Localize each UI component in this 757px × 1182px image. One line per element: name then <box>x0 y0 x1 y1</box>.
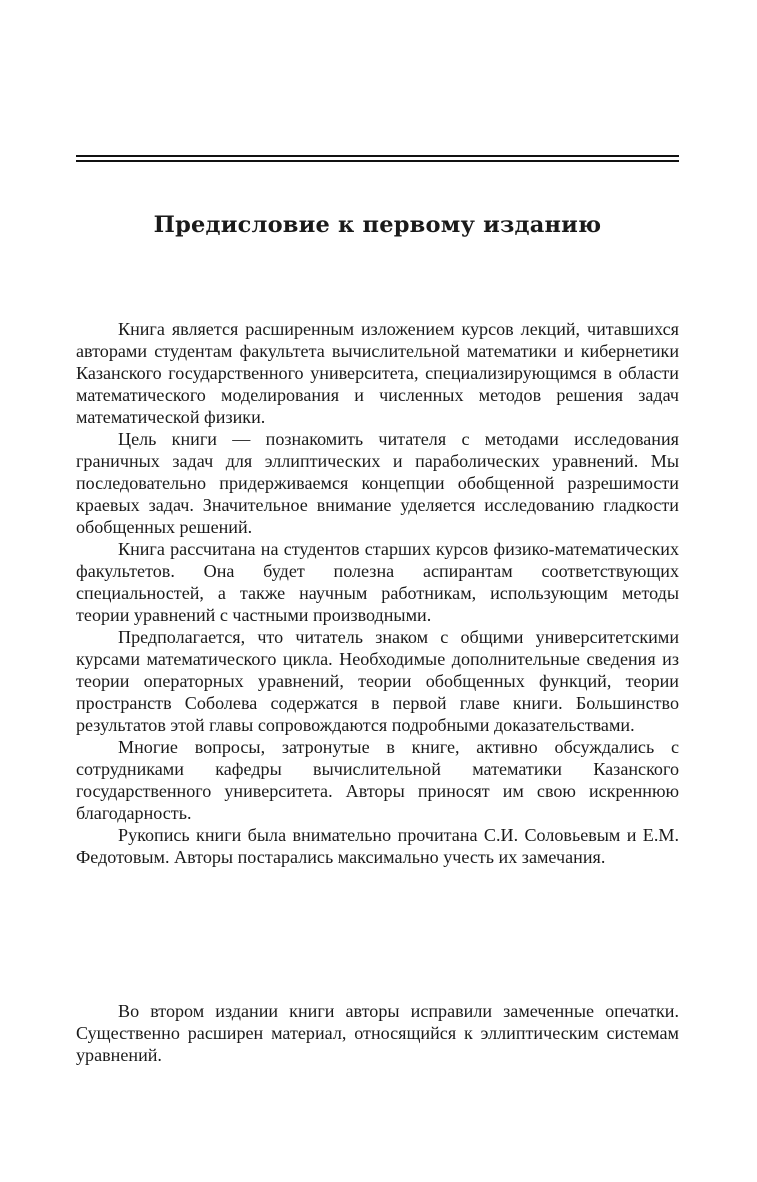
preface-body <box>76 318 679 868</box>
preface-paragraph: Книга рассчитана на студентов старших курсов физико-математических факультетов. Она будет полезна аспирантам соответствующих специальностей, а также научным работникам, использующим методы теории уравнений с частными производными. <box>76 539 679 625</box>
header-double-rule <box>76 155 679 162</box>
header-rule-bottom <box>76 160 679 162</box>
header-rule-top <box>76 155 679 157</box>
preface-paragraph: Книга является расширенным изложением курсов лекций, читавшихся авторами студентам факультета вычислительной математики и кибернетики Казанского государственного университета, специализирующимся в области математического моделирования и численных методов решения задач математической физики. <box>76 319 679 427</box>
preface-paragraph: Рукопись книги была внимательно прочитана С.И. Соловьевым и Е.М. Федотовым. Авторы постарались максимально учесть их замечания. <box>76 825 679 867</box>
preface-paragraph: Предполагается, что читатель знаком с общими университетскими курсами математического цикла. Необходимые дополнительные сведения из теории операторных уравнений, теории обобщенных функций, теории пространств Соболева содержатся в первой главе книги. Большинство результатов этой главы сопровождаются подробными доказательствами. <box>76 627 679 735</box>
second-edition-paragraph: Во втором издании книги авторы исправили замеченные опечатки. Существенно расширен материал, относящийся к эллиптическим системам уравнений. <box>76 1001 679 1065</box>
preface-paragraph: Многие вопросы, затронутые в книге, активно обсуждались с сотрудниками кафедры вычислительной математики Казанского государственного университета. Авторы приносят им свою искреннюю благодарность. <box>76 737 679 823</box>
page-title: Предисловие к первому изданию <box>153 212 602 238</box>
second-edition-note <box>76 1000 679 1066</box>
preface-paragraph: Цель книги — познакомить читателя с методами исследования граничных задач для эллиптических и параболических уравнений. Мы последовательно придерживаемся концепции обобщенной разрешимости краевых задач. Значительное внимание уделяется исследованию гладкости обобщенных решений. <box>76 429 679 537</box>
